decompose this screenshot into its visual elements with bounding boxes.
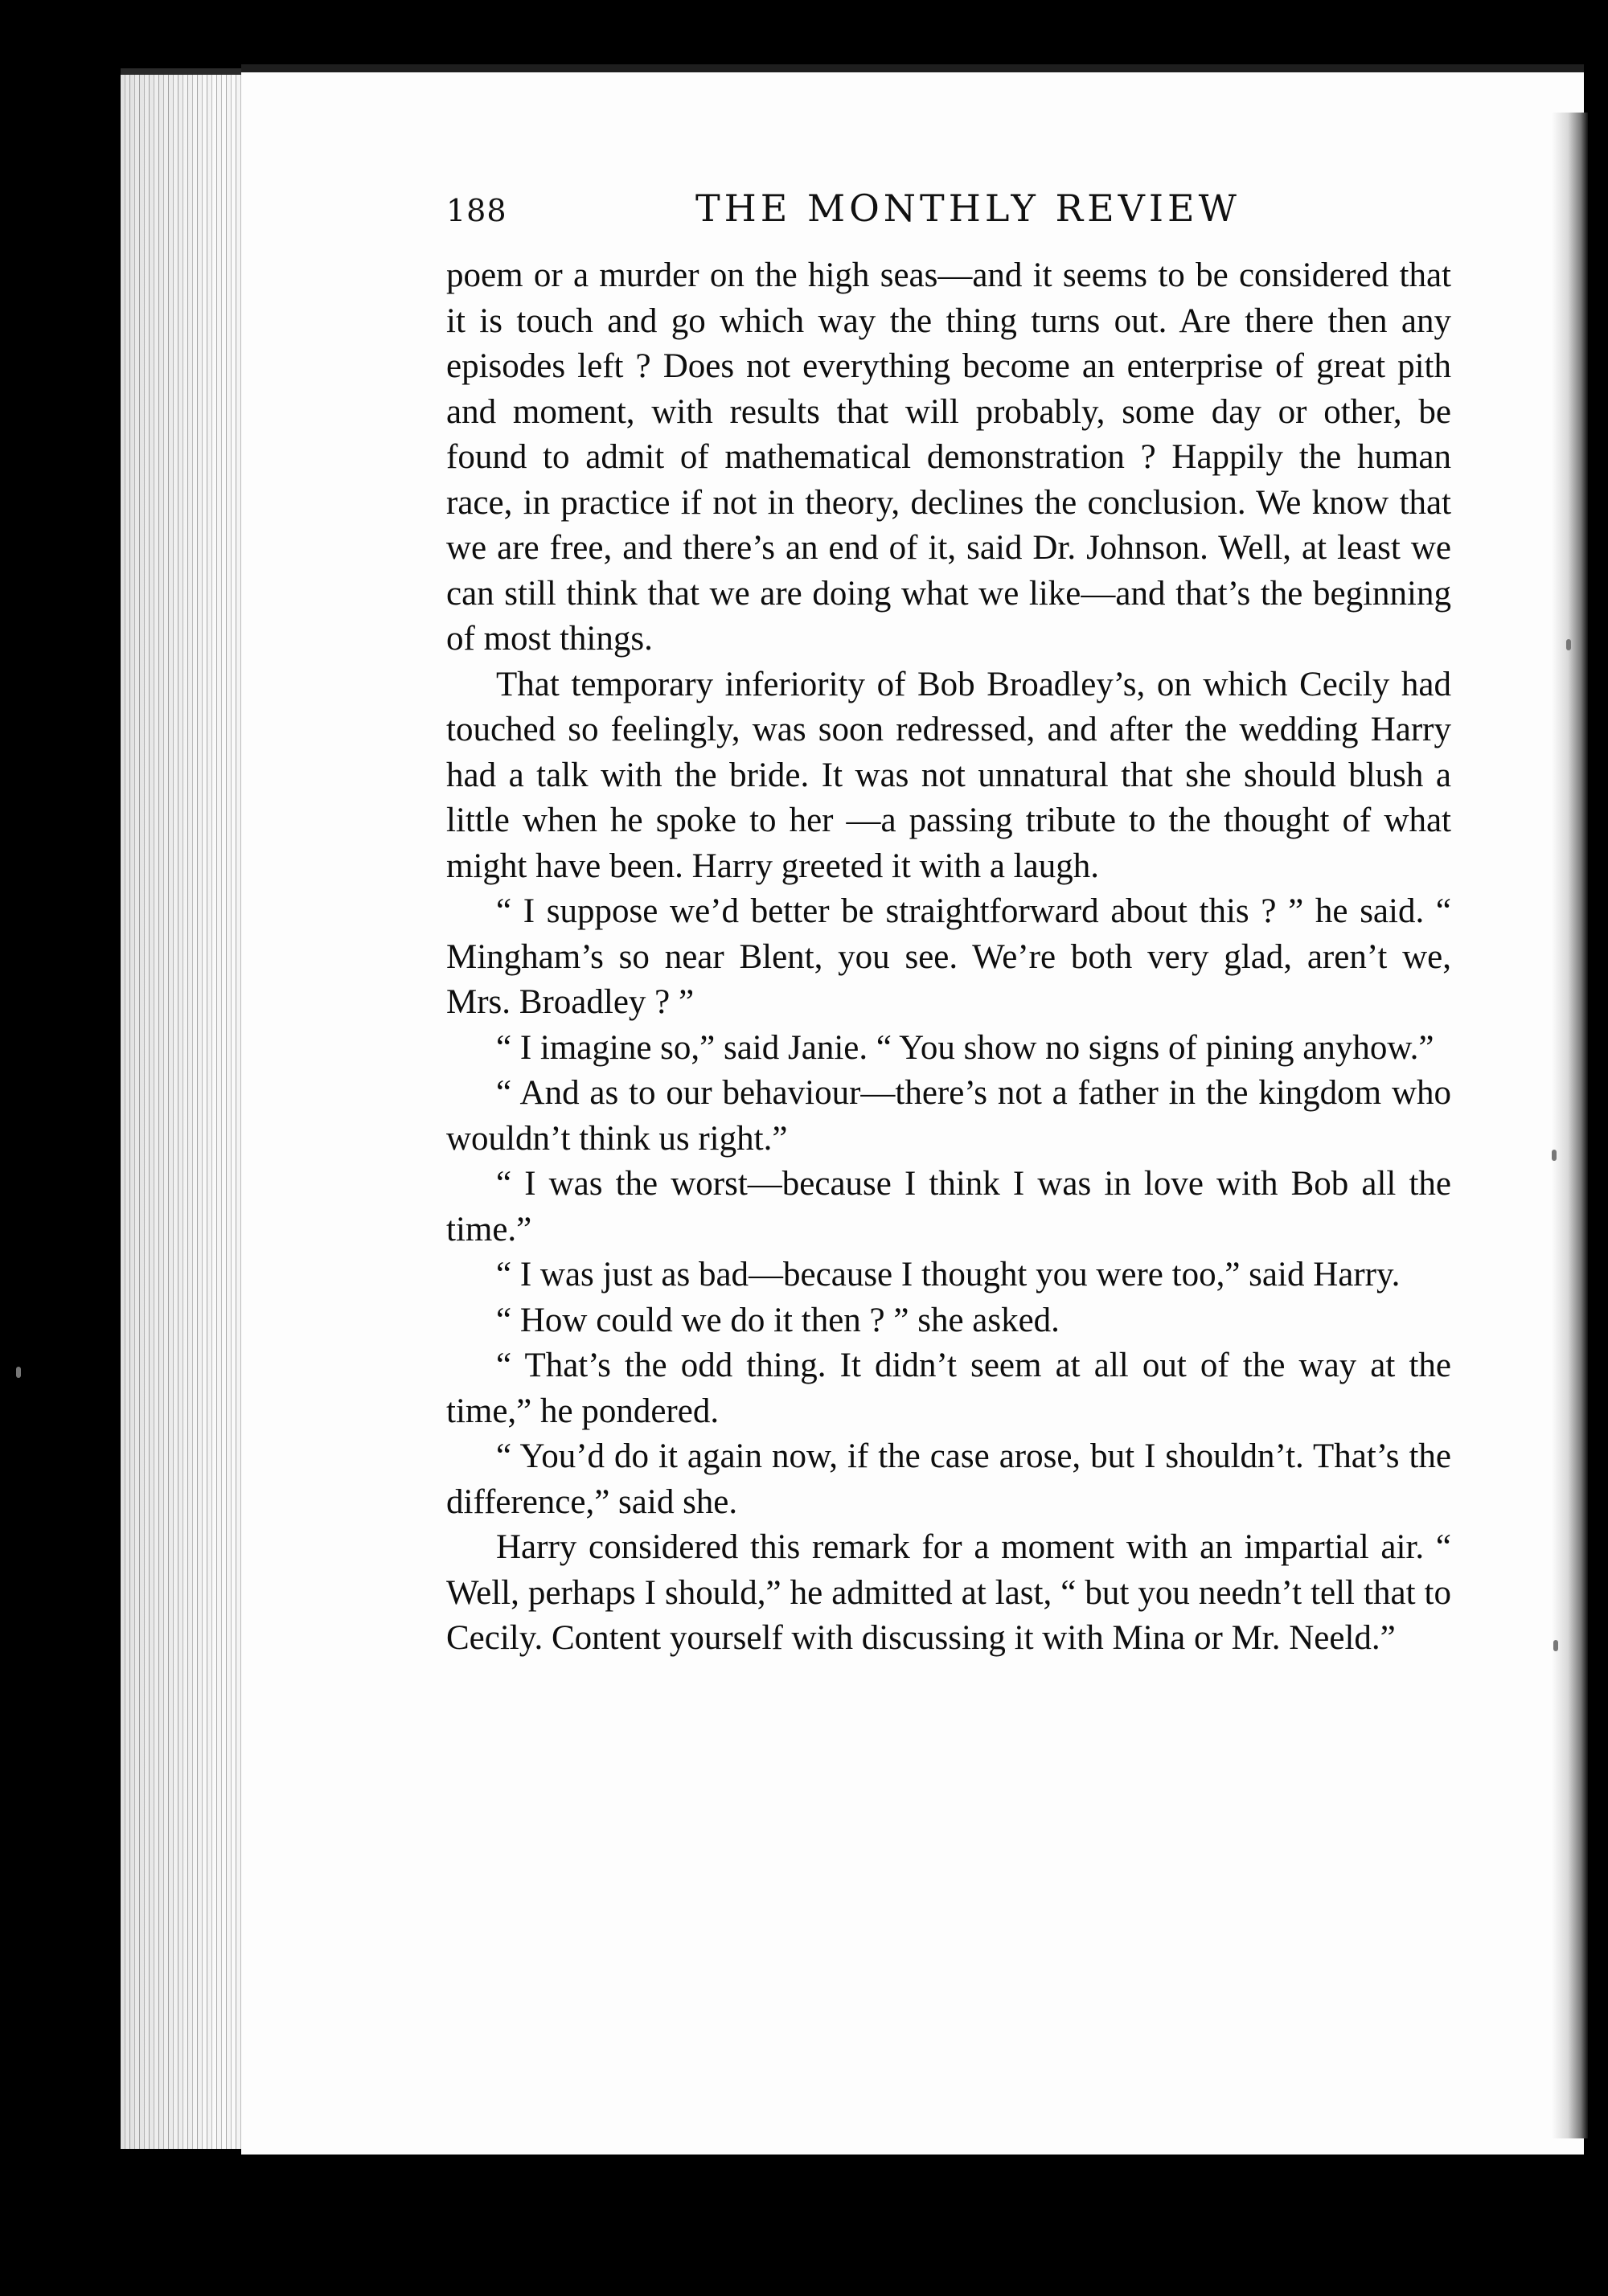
paragraph: “ How could we do it then ? ” she asked.	[496, 1301, 1060, 1339]
paragraph: That temporary inferiority of Bob Broadley’s, on which Cecily had touched so feelingly, was soon redressed, and after the wedding Harry had a talk with the bride. It was not unnatural that she should blush a little when he spoke to her —a passing tribute to the thought of what might have been. Harry greeted it with a laugh.	[446, 665, 1451, 885]
body-text	[446, 253, 1451, 1662]
paragraph: Harry considered this remark for a moment with an impartial air. “ Well, perhaps I should,” he admitted at last, “ but you needn’t tell that to Cecily. Content yourself with discussing it with Mina or Mr. Neeld.”	[446, 1528, 1451, 1657]
scan-speck	[1552, 1150, 1557, 1161]
scan-speck	[16, 1367, 21, 1378]
journal-title: THE MONTHLY REVIEW	[695, 187, 1241, 230]
paragraph: “ I was the worst—because I think I was in love with Bob all the time.”	[446, 1165, 1451, 1248]
paragraph: “ I suppose we’d better be straightforward about this ? ” he said. “ Mingham’s so near Blent, you see. We’re both very glad, aren’t we, Mrs. Broadley ? ”	[446, 892, 1451, 1021]
scan-speck	[1553, 1640, 1558, 1651]
page-right-curl	[1552, 113, 1588, 2138]
paragraph: “ You’d do it again now, if the case arose, but I shouldn’t. That’s the difference,” said she.	[446, 1437, 1451, 1521]
paragraph: “ I imagine so,” said Janie. “ You show no signs of pining anyhow.”	[496, 1028, 1434, 1067]
paragraph: “ That’s the odd thing. It didn’t seem at all out of the way at the time,” he pondered.	[446, 1347, 1451, 1430]
paragraph: “ I was just as bad—because I thought you were too,” said Harry.	[496, 1256, 1401, 1294]
paragraph: “ And as to our behaviour—there’s not a father in the kingdom who wouldn’t think us right.”	[446, 1074, 1451, 1158]
scan-speck	[1566, 639, 1571, 650]
page-number: 188	[446, 193, 507, 228]
paragraph: poem or a murder on the high seas—and it seems to be considered that it is touch and go which way the thing turns out. Are there then any episodes left ? Does not everything become an enterprise of great pith and moment, with results that will probably, some day or other, be found to admit of mathematical demonstration ? Happily the human race, in practice if not in theory, declines the conclusion. We know that we are free, and there’s an end of it, said Dr. Johnson. Well, at least we can still think that we are doing what we like—and that’s the beginning of most things.	[446, 256, 1451, 658]
running-head	[446, 185, 1451, 241]
